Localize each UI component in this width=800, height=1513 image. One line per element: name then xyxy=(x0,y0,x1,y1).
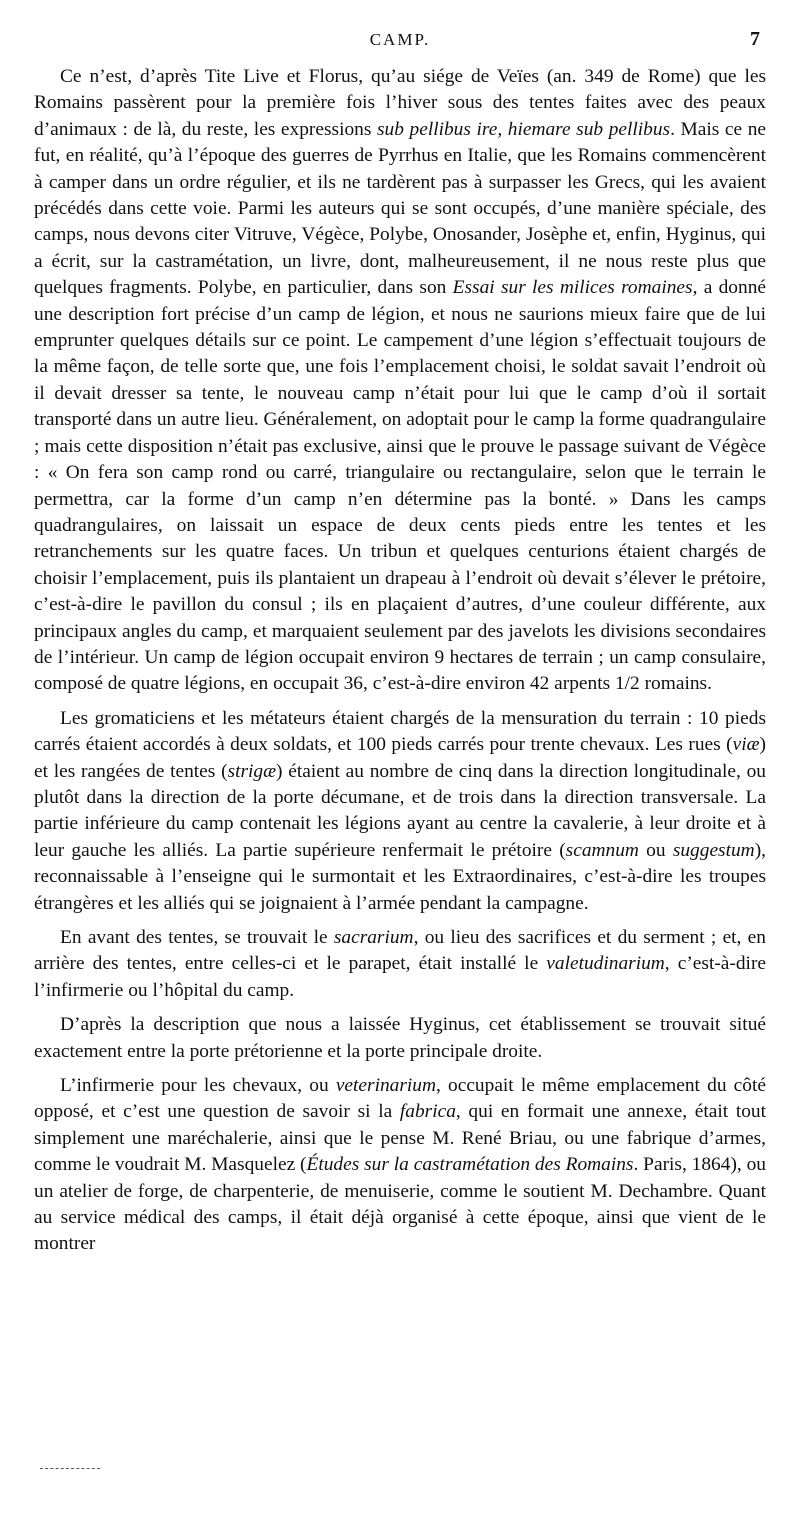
text-run: Les gromaticiens et les métateurs étaient chargés de la mensuration du terrain : 10 pieds carrés étaient accordés à deux soldats, et 100 pieds carrés pour trente chevaux. Les rues ( xyxy=(34,707,766,756)
text-run: L’infirmerie pour les chevaux, ou xyxy=(60,1075,336,1097)
italic-text: scamnum xyxy=(565,839,639,861)
italic-text: strigæ xyxy=(227,760,277,782)
text-run: , ou lieu des sacrifices et du serment ; et, en arrière des tentes, entre celles-ci et le parapet, était installé le xyxy=(34,927,766,975)
italic-text: sacrarium xyxy=(333,927,414,948)
body-text xyxy=(34,64,766,1266)
text-run: ) étaient au nombre de cinq dans la direction longitudinale, ou plutôt dans la direction de la porte décumane, et de trois dans la direction transversale. La partie inférieure du camp contenait les légions ayant au centre la cavalerie, à leur droite et à leur gauche les alliés. La partie supérieure renfermait le prétoire ( xyxy=(34,760,766,861)
text-run: , qui en formait une annexe, était tout simplement une maréchalerie, ainsi que le pense M. René Briau, ou une fabrique d’armes, comme le voudrait M. Masquelez ( xyxy=(34,1101,766,1176)
text-run: ou xyxy=(638,839,673,861)
text-run: En avant des tentes, se trouvait le xyxy=(60,927,334,948)
paragraph xyxy=(34,925,766,1004)
text-run: . Paris, 1864), ou un atelier de forge, de charpenterie, de menuiserie, comme le soutient M. Dechambre. Quant au service médical des camps, il était déjà organisé à cette époque, ainsi que vient de le montrer xyxy=(34,1154,767,1255)
text-run: , occupait le même emplacement du côté opposé, et c’est une question de savoir si la xyxy=(34,1075,766,1123)
paragraph xyxy=(34,1012,766,1065)
text-run: ) et les rangées de tentes ( xyxy=(34,734,766,782)
page-number: 7 xyxy=(750,28,760,50)
running-title: CAMP. xyxy=(369,30,431,49)
text-run: D’après la description que nous a laissée Hyginus, cet établissement se trouvait situé exactement entre la porte prétorienne et la porte principale droite. xyxy=(34,1014,766,1062)
italic-text: fabrica xyxy=(399,1101,456,1123)
italic-text: suggestum xyxy=(672,839,755,861)
text-run: ), reconnaissable à l’enseigne qui le surmontait et les Extraordinaires, c’est-à-dire les troupes étrangères et les alliés qui se joignaient à l’armée pendant la campagne. xyxy=(34,839,766,914)
paragraph xyxy=(34,706,766,917)
paragraph xyxy=(34,64,766,698)
italic-text: Études sur la castramétation des Romains xyxy=(306,1154,634,1176)
text-run: , a donné une description fort précise d’un camp de légion, et nous ne saurions mieux faire que de lui emprunter quelques détails sur ce point. Le campement d’une légion s’effectuait toujours de la même façon, de telle sorte que, une fois l’emplacement choisi, le soldat savait l’endroit où il devait dresser sa tente, le nouveau camp n’était pour lui que le camp d’où il sortait transporté dans un autre lieu. Généralement, on adoptait pour le camp la forme quadrangulaire ; mais cette disposition n’était pas exclusive, ainsi que le prouve le passage suivant de Végèce : « On fera son camp rond ou carré, triangulaire ou rectangulaire, selon que le terrain le permettra, car la forme d’un camp n’en détermine pas la bonté. » Dans les camps quadrangulaires, on laissait un espace de deux cents pieds entre les tentes et les retranchements sur les quatre faces. Un tribun et quelques centurions étaient chargés de choisir l’emplacement, puis ils plantaient un drapeau à l’endroit où devait s’élever le prétoire, c’est-à-dire le pavillon du consul ; ils en plaçaient d’autres, d’une couleur différente, aux principaux angles du camp, et marquaient seulement par des javelots les divisions secondaires de l’intérieur. Un camp de légion occupait environ 9 hectares de terrain ; un camp consulaire, composé de quatre légions, en occupait 36, c’est-à-dire environ 42 arpents 1/2 romains. xyxy=(34,277,766,695)
italic-text: valetudinarium xyxy=(546,953,665,975)
text-run: . Mais ce ne fut, en réalité, qu’à l’époque des guerres de Pyrrhus en Italie, que les Romains commencèrent à camper dans un ordre régulier, et ils ne tardèrent pas à surpasser les Grecs, qui les avaient précédés dans cette voie. Parmi les auteurs qui se sont occupés, d’une manière spéciale, des camps, nous devons citer Vitruve, Végèce, Polybe, Onosander, Josèphe et, enfin, Hyginus, qui a écrit, sur la castramétation, un livre, dont, malheureusement, il ne nous reste plus que quelques fragments. Polybe, en particulier, dans son xyxy=(34,118,766,299)
text-run: , c’est-à-dire l’infirmerie ou l’hôpital du camp. xyxy=(34,953,767,1001)
italic-text: veterinarium xyxy=(335,1075,436,1097)
text-run: Ce n’est, d’après Tite Live et Florus, qu’au siége de Veïes (an. 349 de Rome) que les Romains passèrent pour la première fois l’hiver sous des tentes faites avec des peaux d’animaux : de là, du reste, les expressions xyxy=(34,66,766,140)
italic-text: Essai sur les milices romaines xyxy=(452,277,693,299)
paragraph xyxy=(34,1073,766,1258)
italic-text: viæ xyxy=(732,734,760,756)
italic-text: sub pellibus ire, hiemare sub pellibus xyxy=(377,118,671,140)
footer-rule xyxy=(40,1468,100,1469)
running-head xyxy=(0,30,800,56)
